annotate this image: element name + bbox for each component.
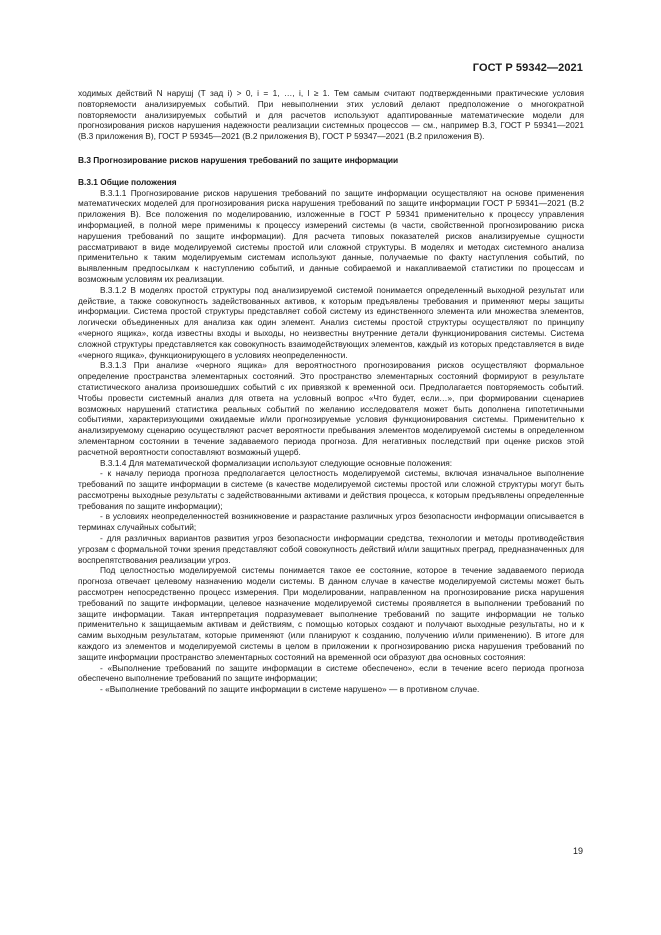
document-code: ГОСТ Р 59342—2021 <box>472 62 583 74</box>
list-item: - «Выполнение требований по защите информации в системе обеспечено», если в течение всего периода прогноза обеспечено выполнение требований по защите информации; <box>78 662 584 684</box>
paragraph-b312: В.3.1.2 В моделях простой структуры под анализируемой системой понимается определенный выходной результат или действие, а также совокупность задействованных активов, к которым предъявлены требования и применяют меры защиты информации. Система простой структуры представляет собой систему из единственного элемента или множества элементов, логически объединенных для анализа как один элемент. Анализ системы простой структуры осуществляют по принципу «черного ящика», когда известны входы и выходы, но неизвестны внутренние детали функционирования системы. Система сложной структуры представляется как совокупность взаимодействующих элементов, каждый из которых представляется в виде «черного ящика», функционирующего в условиях неопределенности. <box>78 284 584 360</box>
list-item: - к началу периода прогноза предполагается целостность моделируемой системы, включая изначальное выполнение требований по защите информации в системе (в качестве моделируемой системы простой или сложной структуры могут быть рассмотрены выходные результаты с задействованными активами и действия процесса, к которым предъявлены определенные требования по защите информации); <box>78 468 584 511</box>
paragraph-integrity: Под целостностью моделируемой системы понимается такое ее состояние, которое в течение задаваемого периода прогноза отвечает целевому назначению модели системы. В данном случае в качестве моделируемой системы может быть рассмотрен непосредственно процесс измерения. При моделировании, направленном на прогнозирование риска нарушения требований по защите информации, целевое назначение моделируемой системы проявляется в выполнении требований по защите информации. Такая интерпретация подразумевает выполнение требований по защите информации не только применительно к защищаемым активам и действиям, с помощью которых создают и получают выходные результаты, но и к самим выходным результатам, которые применяют (или планируют к созданию, получению и/или применению). В итоге для каждого из элементов и моделируемой системы в целом в приложении к прогнозированию риска нарушения требований по защите информации пространство элементарных состояний на временной оси образуют два основных состояния: <box>78 565 584 662</box>
page-number: 19 <box>572 846 583 856</box>
section-heading-b3: В.3 Прогнозирование рисков нарушения требований по защите информации <box>78 154 399 165</box>
list-item: - «Выполнение требований по защите информации в системе нарушено» — в противном случае. <box>100 684 480 695</box>
subsection-heading-b31: В.3.1 Общие положения <box>78 176 177 187</box>
paragraph-continuation: ходимых действий N нарушj (T зад i) > 0, i = 1, …, i, l ≥ 1. Тем самым считают подтвержденными практические условия повторяемости анализируемых событий. При невыполнении этих условий делают предположение о многократной повторяемости анализируемых событий и для расчетов используют адаптированные математические модели для прогнозирования рисков нарушения надежности реализации системных процессов — см., например В.3, ГОСТ Р 59341—2021 (В.3 приложения В), ГОСТ Р 59345—2021 (В.2 приложения В), ГОСТ Р 59347—2021 (В.2 приложения В). <box>78 88 584 142</box>
list-item: - для различных вариантов развития угроз безопасности информации средства, технологии и методы противодействия угрозам с формальной точки зрения представляют собой совокупность действий и/или защитных преград, предназначенных для воспрепятствования реализации угроз. <box>78 533 584 565</box>
paragraph-b311: В.3.1.1 Прогнозирование рисков нарушения требований по защите информации осуществляют на основе применения математических моделей для прогнозирования риска нарушения требований по защите информации ГОСТ Р 59341—2021 (В.2 приложения В). Все положения по моделированию, изложенные в ГОСТ Р 59341 применительно к процессу управления информацией, в полной мере применимы к процессу измерений системы (в части, свойственной прогнозированию риска нарушения требований по защите информации). Для расчета типовых показателей рисков анализируемые сущности рассматривают в виде моделируемой системы простой или сложной структуры. В моделях и методах системного анализа применительно к таким моделируемым системам используют данные, получаемые по факту наступления событий, по выявленным предпосылкам к наступлению событий, и данные собираемой и накапливаемой статистики по процессам и возможным условиям их реализации. <box>78 187 584 284</box>
paragraph-b313: В.3.1.3 При анализе «черного ящика» для вероятностного прогнозирования рисков осуществляют формальное определение пространства элементарных состояний. Это пространство элементарных состояний формируют в результате статистического анализа произошедших событий с их привязкой к временной оси. Предполагается повторяемость событий. Чтобы провести системный анализ для ответа на условный вопрос «Что будет, если…», при формировании сценариев возможных нарушений статистика реальных событий по желанию исследователя может быть дополнена гипотетичными событиями, характеризующими ожидаемые и/или прогнозируемые условия функционирования системы. Применительно к анализируемому сценарию осуществляют расчет вероятности пребывания элементов моделируемой системы в определенном элементарном состоянии в течение задаваемого периода прогноза. Для негативных последствий при оценке рисков этой расчетной вероятности сопоставляют возможный ущерб. <box>78 360 584 457</box>
paragraph-b314: В.3.1.4 Для математической формализации используют следующие основные положения: <box>100 457 453 468</box>
document-body <box>78 88 584 695</box>
list-item: - в условиях неопределенностей возникновение и разрастание различных угроз безопасности информации описывается в терминах случайных событий; <box>78 511 584 533</box>
